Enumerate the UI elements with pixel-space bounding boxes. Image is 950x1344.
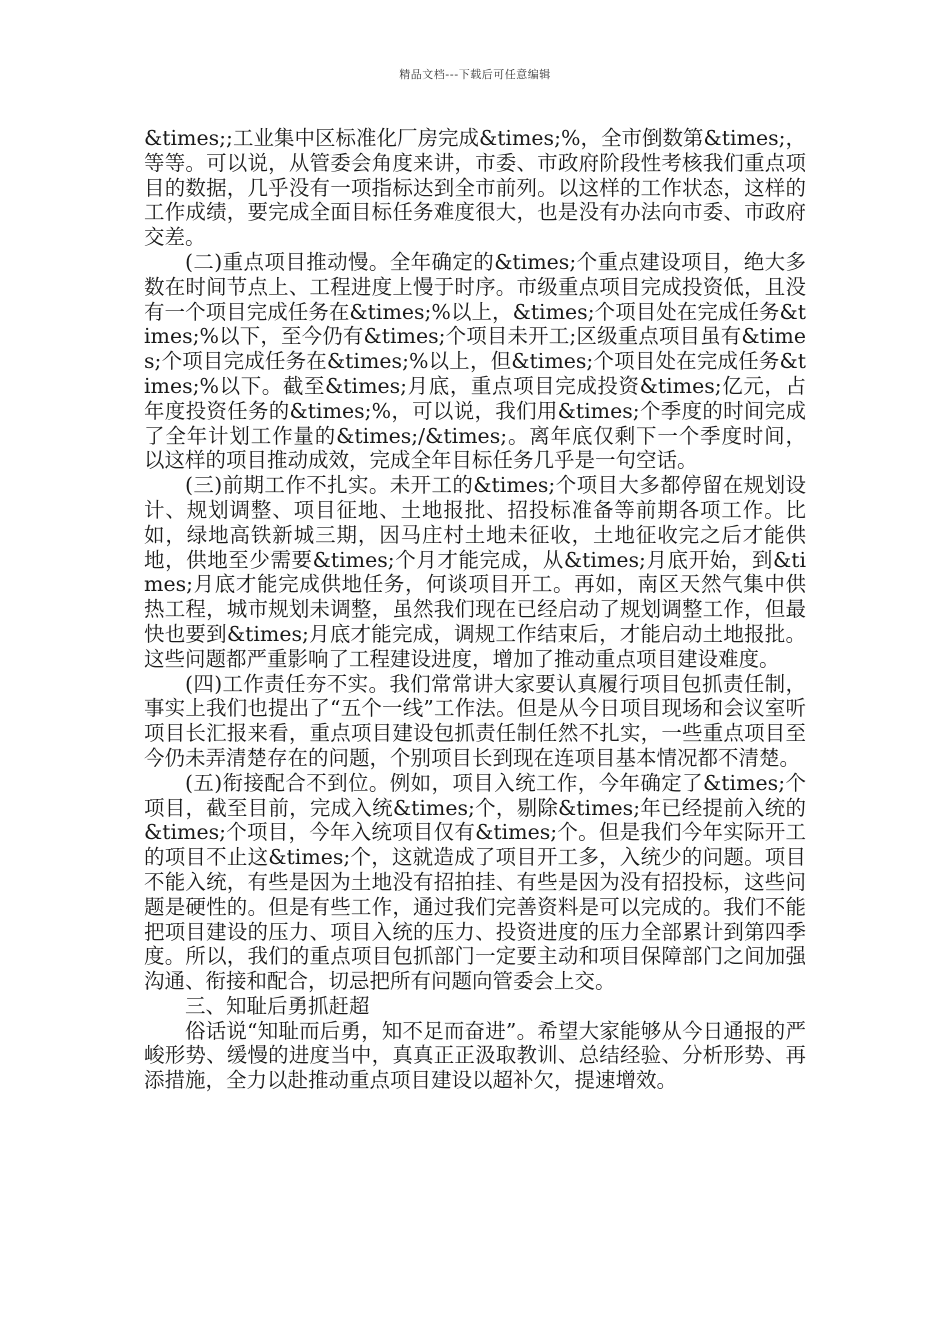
paragraph-6: 俗话说“知耻而后勇，知不足而奋进”。希望大家能够从今日通报的严峻形势、缓慢的进度当中，真真正正汲取教训、总结经验、分析形势、再添措施，全力以赴推动重点项目建设以超补欠，提速增效。 — [144, 1018, 806, 1093]
document-body — [144, 126, 806, 1093]
section-heading-3: 三、知耻后勇抓赶超 — [185, 993, 370, 1018]
paragraph-1: &times;;工业集中区标准化厂房完成&times;%，全市倒数第&times;，等等。可以说，从管委会角度来讲，市委、市政府阶段性考核我们重点项目的数据，几乎没有一项指标达到全市前列。以这样的工作状态，这样的工作成绩，要完成全面目标任务难度很大，也是没有办法向市委、市政府交差。 — [144, 126, 807, 250]
paragraph-3: (三)前期工作不扎实。未开工的&times;个项目大多都停留在规划设计、规划调整、项目征地、土地报批、招投标准备等前期各项工作。比如，绿地高铁新城三期，因马庄村土地未征收，土地征收完之后才能供地，供地至少需要&times;个月才能完成，从&times;月底开始，到&times;月底才能完成供地任务，何谈项目开工。再如，南区天然气集中供热工程，城市规划未调整，虽然我们现在已经启动了规划调整工作，但最快也要到&times;月底才能完成，调规工作结束后，才能启动土地报批。这些问题都严重影响了工程建设进度，增加了推动重点项目建设难度。 — [144, 473, 806, 671]
paragraph-5: (五)衔接配合不到位。例如，项目入统工作，今年确定了&times;个项目，截至目前，完成入统&times;个，剔除&times;年已经提前入统的&times;个项目，今年入统项目仅有&times;个。但是我们今年实际开工的项目不止这&times;个，这就造成了项目开工多，入统少的问题。项目不能入统，有些是因为土地没有招拍挂、有些是因为没有招投标，这些问题是硬性的。但是有些工作，通过我们完善资料是可以完成的。我们不能把项目建设的压力、项目入统的压力、投资进度的压力全部累计到第四季度。所以，我们的重点项目包抓部门一定要主动和项目保障部门之间加强沟通、衔接和配合，切忌把所有问题向管委会上交。 — [144, 770, 806, 994]
page-header: 精品文档---下载后可任意编辑 — [399, 68, 551, 81]
paragraph-4: (四)工作责任夯不实。我们常常讲大家要认真履行项目包抓责任制，事实上我们也提出了“五个一线”工作法。但是从今日项目现场和会议室听项目长汇报来看，重点项目建设包抓责任制任然不扎实，一些重点项目至今仍未弄清楚存在的问题，个别项目长到现在连项目基本情况都不清楚。 — [144, 671, 806, 770]
paragraph-2: (二)重点项目推动慢。全年确定的&times;个重点建设项目，绝大多数在时间节点上、工程进度上慢于时序。市级重点项目完成投资低，且没有一个项目完成任务在&times;%以上，&times;个项目处在完成任务&times;%以下，至今仍有&times;个项目未开工;区级重点项目虽有&times;个项目完成任务在&times;%以上，但&times;个项目处在完成任务&times;%以下。截至&times;月底，重点项目完成投资&times;亿元，占年度投资任务的&times;%，可以说，我们用&times;个季度的时间完成了全年计划工作量的&times;/&times;。离年底仅剩下一个季度时间，以这样的项目推动成效，完成全年目标任务几乎是一句空话。 — [144, 249, 806, 473]
